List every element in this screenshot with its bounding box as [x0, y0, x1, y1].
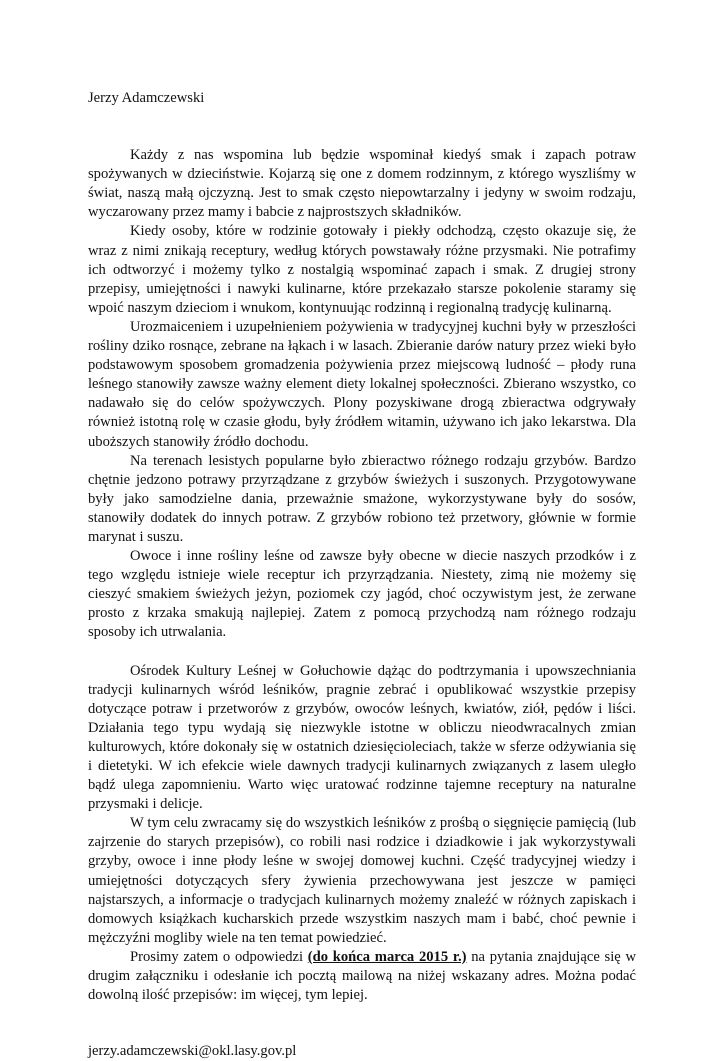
- contact-email[interactable]: jerzy.adamczewski@okl.lasy.gov.pl: [88, 1043, 297, 1060]
- paragraph-closing-request: [88, 948, 636, 1005]
- paragraph-wild-plants: Urozmaiceniem i uzupełnieniem pożywienia w tradycyjnej kuchni były w przeszłości rośliny dziko rosnące, zebrane na łąkach i w lasach. Zbieranie darów natury przez wieki było podstawowym sposobem gromadzenia pożywienia przez miejscową ludność – płody runa leśnego stanowiły zawsze ważny element diety lokalnej społeczności. Zbierano wszystko, co nadawało się do celów spożywczych. Plony pozyskiwane drogą zbieractwa odgrywały również istotną rolę w czasie głodu, były źródłem witamin, używano ich jako lekarstwa. Dla uboższych stanowiły źródło dochodu.: [88, 318, 636, 450]
- author-name: Jerzy Adamczewski: [88, 90, 205, 106]
- paragraph-forest-fruits: Owoce i inne rośliny leśne od zawsze były obecne w diecie naszych przodków i z tego względu istnieje wiele receptur ich przyrządzania. Niestety, zimą nie możemy się cieszyć smakiem świeżych jeżyn, poziomek czy jagód, choć oczywistym jest, że zerwane prosto z krzaka smakują najlepiej. Zatem z pomocą przychodzą nam różnego rodzaju sposoby ich utrwalania.: [88, 548, 636, 641]
- paragraph-lost-recipes: Kiedy osoby, które w rodzinie gotowały i piekły odchodzą, często okazuje się, że wraz z nimi znikają receptury, według których powstawały różne przysmaki. Nie potrafimy ich odtworzyć i możemy tylko z nostalgią wspominać zapach i smak. Z drugiej strony przepisy, umiejętności i nawyki kulinarne, które przekazało starsze pokolenie staramy się wpoić naszym dzieciom i wnukom, kontynuując rodzinną i regionalną tradycję kulinarną.: [88, 223, 636, 316]
- letter-page: [88, 89, 636, 1061]
- paragraph-okl-initiative: Ośrodek Kultury Leśnej w Gołuchowie dążąc do podtrzymania i upowszechniania tradycji kulinarnych wśród leśników, pragnie zebrać i opublikować wszystkie przepisy dotyczące potraw i przetworów z grzybów, owoców leśnych, kwiatów, ziół, pędów i liści. Działania tego typu wydają się niezwykle istotne w obliczu nieodwracalnych zmian kulturowych, które dokonały się w ostatnich dziesięcioleciach, także w sferze odżywiania się i dietetyki. W ich efekcie wiele dawnych tradycji kulinarnych związanych z lasem uległo bądź ulega zapomnieniu. Warto więc uratować rodzinne tajemne receptury na naturalne przysmaki i delicje.: [88, 662, 636, 813]
- paragraph-spacer: [88, 643, 636, 662]
- closing-text-before: Prosimy zatem o odpowiedzi: [130, 948, 308, 965]
- paragraph-mushrooms: Na terenach lesistych popularne było zbieractwo różnego rodzaju grzybów. Bardzo chętnie jedzono potrawy przyrządzane z grzybów świeżych i suszonych. Przygotowywane były jako samodzielne dania, przeważnie smażone, wykorzystywane były do sosów, stanowiły dodatek do innych potraw. Z grzybów robiono też przetwory, głównie w formie marynat i suszu.: [88, 452, 636, 545]
- paragraph-spacer: [88, 1005, 636, 1024]
- deadline-highlight: (do końca marca 2015 r.): [307, 948, 467, 965]
- paragraph-appeal: W tym celu zwracamy się do wszystkich leśników z prośbą o sięgnięcie pamięcią (lub zajrzenie do starych przepisów), co robili nasi rodzice i dziadkowie i jak wykorzystywali grzyby, owoce i inne płody leśne w swojej domowej kuchni. Część tradycyjnej wiedzy i umiejętności dotyczących sfery żywienia przechowywana jest jeszcze w pamięci najstarszych, a informacje o tradycjach kulinarnych możemy znaleźć w różnych zapiskach i domowych książkach kucharskich przede wszystkim naszych mam i babć, choć pewnie i mężczyźni mogliby wiele na ten temat powiedzieć.: [88, 815, 636, 946]
- paragraph-childhood-taste: Każdy z nas wspomina lub będzie wspominał kiedyś smak i zapach potraw spożywanych w dzieciństwie. Kojarzą się one z domem rodzinnym, z którego wyszliśmy w świat, naszą małą ojczyzną. Jest to smak często niepowtarzalny i jedyny w swoim rodzaju, wyczarowany przez mamy i babcie z najprostszych składników.: [88, 147, 636, 221]
- closing-text-after: na pytania znajdujące się w drugim załączniku i odesłanie ich pocztą mailową na niżej wskazany adres. Można podać dowolną ilość przepisów: im więcej, tym lepiej.: [88, 948, 636, 1004]
